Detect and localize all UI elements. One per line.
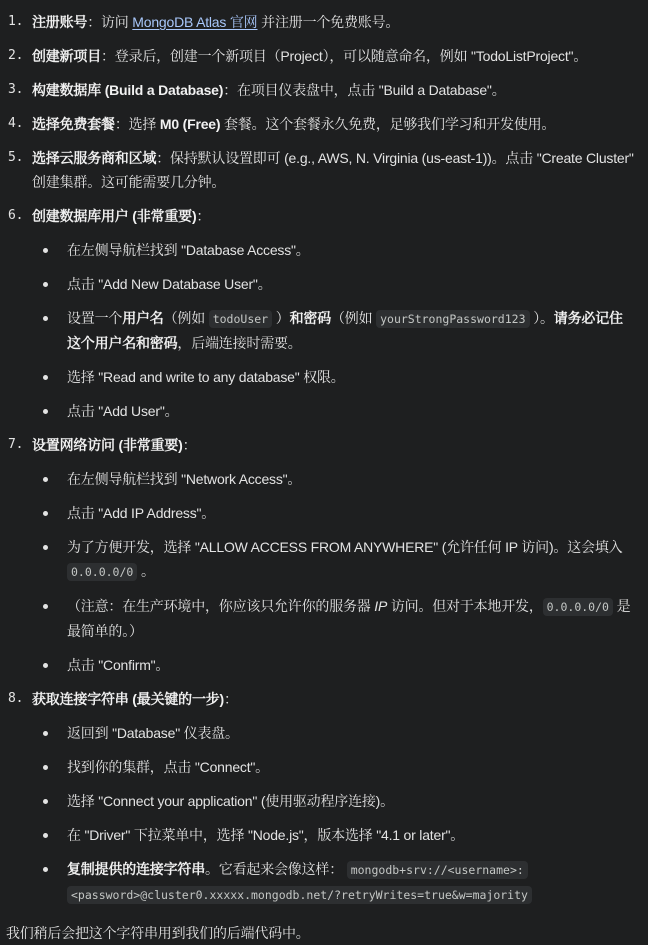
step-text: ：登录后，创建一个新项目（Project），可以随意命名，例如 "TodoListProject"。 bbox=[101, 48, 588, 64]
bullet-icon bbox=[43, 375, 48, 380]
substep-text: 复制提供的连接字符串。它看起来会像这样： mongodb+srv://<username>:<password>@cluster0.xxxxx.mongodb.net/?retryWrites=true&w=majority bbox=[67, 861, 532, 902]
step-text: ： bbox=[224, 691, 238, 707]
substep bbox=[32, 272, 640, 296]
substep-text: 设置一个用户名（例如 todoUser ）和密码（例如 yourStrongPassword123 ）。请务必记住这个用户名和密码，后端连接时需要。 bbox=[67, 310, 623, 351]
substep-text: 在左侧导航栏找到 "Network Access"。 bbox=[67, 471, 302, 487]
bullet-icon bbox=[43, 663, 48, 668]
substep-text: （注意：在生产环境中，你应该只允许你的服务器 IP 访问。但对于本地开发， 0.0.0.0/0 是最简单的。） bbox=[67, 598, 631, 639]
substep-text: 点击 "Add User"。 bbox=[67, 403, 179, 419]
step-number: 6. bbox=[8, 208, 24, 223]
bullet-icon bbox=[43, 282, 48, 287]
ip-range-code: 0.0.0.0/0 bbox=[543, 598, 613, 616]
step-number: 8. bbox=[8, 691, 24, 706]
step-8 bbox=[0, 687, 648, 907]
substeps-list bbox=[32, 467, 640, 677]
step-number: 4. bbox=[8, 116, 24, 131]
closing-note: 我们稍后会把这个字符串用到我们的后端代码中。 bbox=[6, 925, 310, 941]
step-number: 5. bbox=[8, 150, 24, 165]
step-title: 选择免费套餐 bbox=[32, 116, 115, 132]
step-text: 并注册一个免费账号。 bbox=[257, 14, 400, 30]
substep bbox=[32, 238, 640, 262]
step-title: 创建新项目 bbox=[32, 48, 101, 64]
bullet-icon bbox=[43, 833, 48, 838]
step-title: 获取连接字符串 (最关键的一步) bbox=[32, 691, 225, 707]
step-body bbox=[32, 433, 640, 457]
step-number: 7. bbox=[8, 437, 24, 452]
step-number: 1. bbox=[8, 14, 24, 29]
substep-text: 选择 "Connect your application" (使用驱动程序连接)。 bbox=[67, 793, 394, 809]
connection-string-code: mongodb+srv://<username>:<password>@cluster0.xxxxx.mongodb.net/?retryWrites=true&w=majority bbox=[67, 861, 532, 904]
substep-text: 为了方便开发，选择 "ALLOW ACCESS FROM ANYWHERE" (允许任何 IP 访问)。这会填入 0.0.0.0/0 。 bbox=[67, 539, 623, 579]
substep bbox=[32, 365, 640, 389]
step-number: 3. bbox=[8, 82, 24, 97]
step-title: 设置网络访问 (非常重要) bbox=[32, 437, 183, 453]
step-5 bbox=[0, 146, 648, 194]
substep bbox=[32, 535, 640, 584]
step-text: ： bbox=[182, 437, 197, 453]
step-7 bbox=[0, 433, 648, 677]
step-body bbox=[32, 146, 640, 194]
step-text: ：访问 bbox=[87, 14, 133, 30]
substep-text: 在 "Driver" 下拉菜单中，选择 "Node.js"，版本选择 "4.1 or later"。 bbox=[67, 827, 465, 843]
step-body bbox=[32, 204, 640, 228]
substep bbox=[32, 755, 640, 779]
step-2 bbox=[0, 44, 648, 68]
substep bbox=[32, 467, 640, 491]
substep bbox=[32, 857, 640, 907]
step-text: ： bbox=[196, 208, 211, 224]
step-title: 构建数据库 (Build a Database) bbox=[32, 82, 224, 98]
step-4 bbox=[0, 112, 648, 136]
substep bbox=[32, 594, 640, 643]
step-body bbox=[32, 687, 640, 711]
step-1 bbox=[0, 10, 648, 34]
step-text: ：保持默认设置即可 (e.g., AWS, N. Virginia (us-east-1))。点击 "Create Cluster" 创建集群。这可能需要几分钟。 bbox=[32, 150, 634, 190]
substeps-list bbox=[32, 721, 640, 907]
substep-text: 点击 "Add New Database User"。 bbox=[67, 276, 272, 292]
step-text: 套餐。这个套餐永久免费，足够我们学习和开发使用。 bbox=[220, 116, 556, 132]
step-text: ：选择 bbox=[114, 116, 160, 132]
step-6 bbox=[0, 204, 648, 423]
substep bbox=[32, 306, 640, 355]
step-body bbox=[32, 10, 640, 34]
step-body bbox=[32, 44, 640, 68]
substep-text: 选择 "Read and write to any database" 权限。 bbox=[67, 369, 345, 385]
bullet-icon bbox=[43, 409, 48, 414]
substep bbox=[32, 721, 640, 745]
step-title: 注册账号 bbox=[32, 14, 88, 30]
plan-name: M0 (Free) bbox=[159, 116, 221, 132]
substep-text: 点击 "Add IP Address"。 bbox=[67, 505, 216, 521]
step-3 bbox=[0, 78, 648, 102]
bullet-icon bbox=[43, 799, 48, 804]
step-title: 创建数据库用户 (非常重要) bbox=[32, 208, 197, 224]
substep-text: 找到你的集群，点击 "Connect"。 bbox=[67, 759, 269, 775]
step-title: 选择云服务商和区域 bbox=[32, 150, 157, 166]
bullet-icon bbox=[43, 248, 48, 253]
substep bbox=[32, 823, 640, 847]
substep bbox=[32, 653, 640, 677]
substep-text: 在左侧导航栏找到 "Database Access"。 bbox=[67, 242, 310, 258]
bullet-icon bbox=[43, 477, 48, 482]
bullet-icon bbox=[43, 604, 48, 609]
step-body bbox=[32, 112, 640, 136]
bullet-icon bbox=[43, 867, 48, 872]
substep-text: 点击 "Confirm"。 bbox=[67, 657, 170, 673]
substep bbox=[32, 501, 640, 525]
bullet-icon bbox=[43, 765, 48, 770]
ip-range-code: 0.0.0.0/0 bbox=[67, 563, 137, 581]
substep-text: 返回到 "Database" 仪表盘。 bbox=[67, 725, 239, 741]
steps-list bbox=[0, 10, 648, 907]
bullet-icon bbox=[43, 545, 48, 550]
bullet-icon bbox=[43, 511, 48, 516]
substep bbox=[32, 789, 640, 813]
password-code: yourStrongPassword123 bbox=[376, 310, 529, 328]
substep bbox=[32, 399, 640, 423]
bullet-icon bbox=[43, 316, 48, 321]
step-number: 2. bbox=[8, 48, 24, 63]
mongodb-atlas-link[interactable]: MongoDB Atlas 官网 bbox=[132, 14, 258, 30]
step-text: ：在项目仪表盘中，点击 "Build a Database"。 bbox=[223, 82, 506, 98]
step-body bbox=[32, 78, 640, 102]
bullet-icon bbox=[43, 731, 48, 736]
substeps-list bbox=[32, 238, 640, 423]
username-code: todoUser bbox=[209, 310, 272, 328]
